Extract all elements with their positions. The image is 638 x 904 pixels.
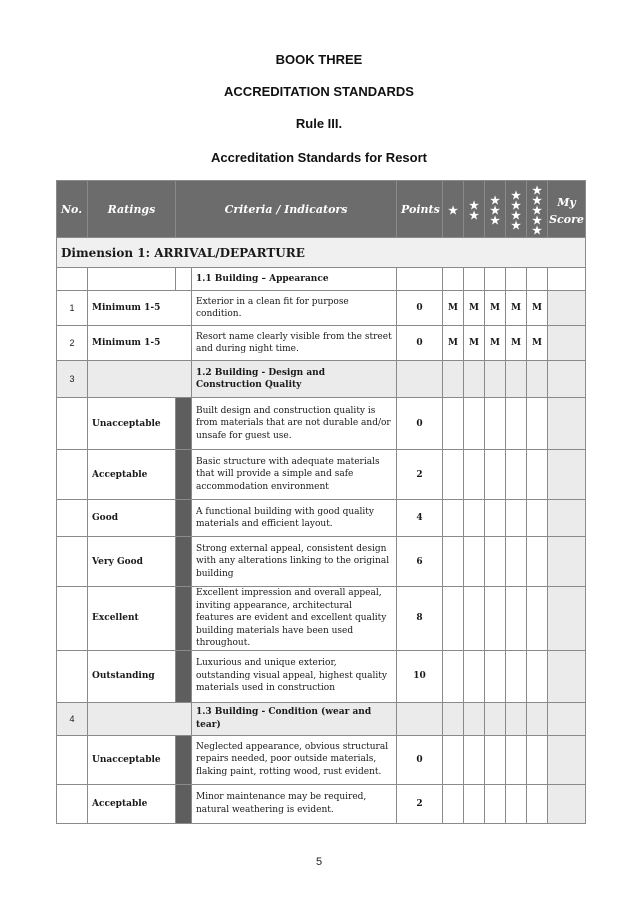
points-value: 10 <box>397 650 443 702</box>
star-mark: M <box>527 326 548 361</box>
section-title: 1.3 Building - Condition (wear and tear) <box>192 702 397 735</box>
star-mark: M <box>464 326 485 361</box>
rating-label: Acceptable <box>88 784 176 823</box>
rating-label: Unacceptable <box>88 398 176 450</box>
my-score-cell[interactable] <box>548 326 586 361</box>
col-points-header: Points <box>397 181 443 238</box>
my-score-cell[interactable] <box>548 291 586 326</box>
star-mark: M <box>506 326 527 361</box>
criteria-text: Strong external appeal, consistent design with any alterations linking to the original building <box>192 537 397 587</box>
dimension-row <box>57 238 586 268</box>
col-criteria-header: Criteria / Indicators <box>176 181 397 238</box>
table-header-row <box>57 181 586 238</box>
rating-marker <box>176 650 192 702</box>
rating-label: Minimum 1-5 <box>88 326 192 361</box>
col-ratings-header: Ratings <box>88 181 176 238</box>
points-value: 4 <box>397 500 443 537</box>
criteria-text: A functional building with good quality materials and efficient layout. <box>192 500 397 537</box>
table-row <box>57 450 586 500</box>
criteria-text: Minor maintenance may be required, natural weathering is evident. <box>192 784 397 823</box>
rating-label: Unacceptable <box>88 735 176 784</box>
criteria-text: Basic structure with adequate materials that will provide a simple and safe accommodation environment <box>192 450 397 500</box>
table-row <box>57 500 586 537</box>
star-mark: M <box>485 291 506 326</box>
accreditation-table <box>56 180 586 824</box>
rating-label: Good <box>88 500 176 537</box>
document-subtitle: Accreditation Standards for Resort <box>211 150 427 165</box>
my-score-cell[interactable] <box>548 650 586 702</box>
star-mark: M <box>464 291 485 326</box>
table-row <box>57 398 586 450</box>
points-value: 0 <box>397 735 443 784</box>
criteria-text: Exterior in a clean fit for purpose condition. <box>192 291 397 326</box>
my-score-cell[interactable] <box>548 784 586 823</box>
table-row <box>57 291 586 326</box>
criteria-text: Neglected appearance, obvious structural repairs needed, poor outside materials, flaking paint, rotting wood, rust evident. <box>192 735 397 784</box>
points-value: 2 <box>397 450 443 500</box>
table-row <box>57 587 586 651</box>
section-row <box>57 702 586 735</box>
section-row <box>57 361 586 398</box>
my-score-cell[interactable] <box>548 450 586 500</box>
document-title: ACCREDITATION STANDARDS <box>224 84 414 99</box>
points-value: 0 <box>397 291 443 326</box>
table-row <box>57 784 586 823</box>
book-heading: BOOK THREE <box>275 52 363 67</box>
rating-marker <box>176 500 192 537</box>
col-4-star-header: ★ ★ ★ ★ <box>506 181 527 238</box>
col-no-header: No. <box>57 181 88 238</box>
section-title: 1.1 Building – Appearance <box>192 268 397 291</box>
row-number: 2 <box>57 326 88 361</box>
table-row <box>57 537 586 587</box>
points-value: 2 <box>397 784 443 823</box>
my-score-cell[interactable] <box>548 398 586 450</box>
col-5-star-header: ★ ★ ★ ★ ★ <box>527 181 548 238</box>
rating-marker <box>176 784 192 823</box>
my-score-cell[interactable] <box>548 735 586 784</box>
table-row <box>57 326 586 361</box>
page-number: 5 <box>315 856 323 868</box>
rule-heading: Rule III. <box>295 116 343 131</box>
points-value: 6 <box>397 537 443 587</box>
criteria-text: Built design and construction quality is from materials that are not durable and/or unsafe for guest use. <box>192 398 397 450</box>
section-row <box>57 268 586 291</box>
table-row <box>57 650 586 702</box>
my-score-cell[interactable] <box>548 500 586 537</box>
star-mark: M <box>485 326 506 361</box>
dimension-title: Dimension 1: ARRIVAL/DEPARTURE <box>57 238 586 268</box>
my-score-cell[interactable] <box>548 537 586 587</box>
my-score-cell[interactable] <box>548 587 586 651</box>
star-mark: M <box>506 291 527 326</box>
points-value: 0 <box>397 326 443 361</box>
rating-marker <box>176 735 192 784</box>
col-1-star-header: ★ <box>443 181 464 238</box>
criteria-text: Excellent impression and overall appeal, inviting appearance, architectural features are evident and excellent quality building materials have been used throughout. <box>192 587 397 651</box>
col-2-star-header: ★ ★ <box>464 181 485 238</box>
rating-marker <box>176 537 192 587</box>
col-3-star-header: ★ ★ ★ <box>485 181 506 238</box>
points-value: 8 <box>397 587 443 651</box>
star-mark: M <box>527 291 548 326</box>
row-number: 4 <box>57 702 88 735</box>
rating-label: Excellent <box>88 587 176 651</box>
col-my-score-header: My Score <box>548 181 586 238</box>
points-value: 0 <box>397 398 443 450</box>
section-title: 1.2 Building - Design and Construction Quality <box>192 361 397 398</box>
rating-marker <box>176 587 192 651</box>
table-row <box>57 735 586 784</box>
criteria-text: Resort name clearly visible from the street and during night time. <box>192 326 397 361</box>
rating-marker <box>176 450 192 500</box>
rating-label: Very Good <box>88 537 176 587</box>
rating-marker <box>176 398 192 450</box>
star-mark: M <box>443 291 464 326</box>
row-number: 3 <box>57 361 88 398</box>
criteria-text: Luxurious and unique exterior, outstanding visual appeal, highest quality materials used in construction <box>192 650 397 702</box>
rating-label: Minimum 1-5 <box>88 291 192 326</box>
star-mark: M <box>443 326 464 361</box>
rating-label: Outstanding <box>88 650 176 702</box>
row-number: 1 <box>57 291 88 326</box>
rating-label: Acceptable <box>88 450 176 500</box>
